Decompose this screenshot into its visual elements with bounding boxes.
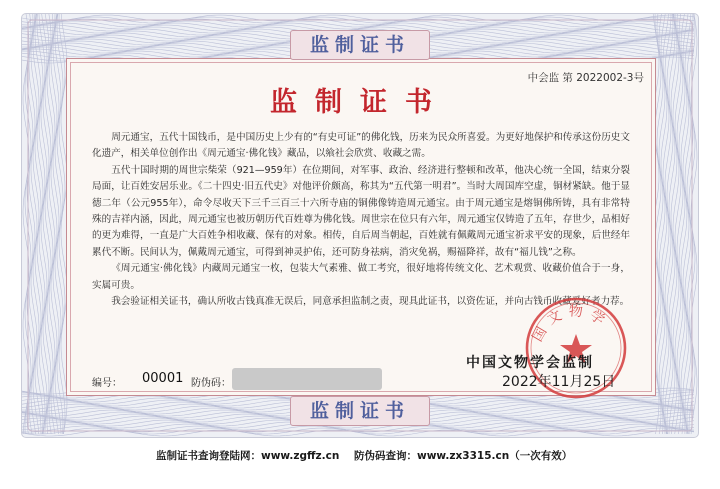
certificate-number: 中会监 第 2022002-3号 [527,72,644,84]
issuer-name: 中国文物学会监制 [466,355,594,371]
header-tab: 监制证书 [290,30,430,60]
anti-fake-query: 防伪码查询：www.zx3315.cn（一次有效） [354,450,573,462]
paragraph-intro: 周元通宝，五代十国钱币，是中国历史上少有的“有史可证”的佛化钱，历来为民众所喜爱。为更好地保护和传承这份历史文化遗产，相关单位创作出《周元通宝·佛化钱》藏品，以飨社会欣赏、收藏之需。 [92,132,630,160]
certificate-title: 监制证书 [270,87,450,118]
anti-fake-code-redacted [232,368,382,390]
paragraph-product: 《周元通宝·佛化钱》内藏周元通宝一枚，包装大气素雅、做工考究，很好地将传统文化、艺术观赏、收藏价值合于一身，实属可贵。 [92,263,630,291]
footer-tab: 监制证书 [290,396,430,426]
issue-date: 2022年11月25日 [502,374,616,390]
paragraph-endorsement: 我会验证相关证书，确认所收古钱真准无误后，同意承担监制之责，现具此证书，以资佐证，并向古钱币收藏爱好者力荐。 [111,296,630,308]
anti-fake-label: 防伪码： [191,378,231,389]
paragraph-history: 五代十国时期的周世宗柴荣（921—959年）在位期间，对军事、政治、经济进行整顿和改革，他决心统一全国，结束分裂局面，让百姓安居乐业。《二十四史·旧五代史》对他评价颇高，称其为“五代第一明君”。当时大周国库空虚，铜材紧缺。他于显德二年（公元955年），命令尽收天下三千三百三十六所寺庙的铜佛像铸造周元通宝。由于周元通宝是熔铜佛所铸，具有非常特殊的吉祥内涵，因此，周元通宝也被历朝历代百姓尊为佛化钱。周世宗在位只有六年，周元通宝仅铸造了五年，存世少，品相好的更为难得，一直是广大百姓争相收藏、保有的对象。相传，自后周当朝起，百姓就有佩戴周元通宝祈求平安的现象，后世经年累代不断。民间认为，佩戴周元通宝，可得到神灵护佑，还可防身祛病，消灾免祸，赐福降祥，故有“福儿钱”之称。 [92,164,630,258]
svg-text:国文物学 [530,302,613,344]
serial-value: 00001 [142,371,184,386]
serial-label: 编号： [92,378,122,389]
seal-text: 国文物学 [529,303,613,345]
query-website: 监制证书查询登陆网：www.zgffz.cn [156,450,340,462]
certificate-body [92,130,630,310]
